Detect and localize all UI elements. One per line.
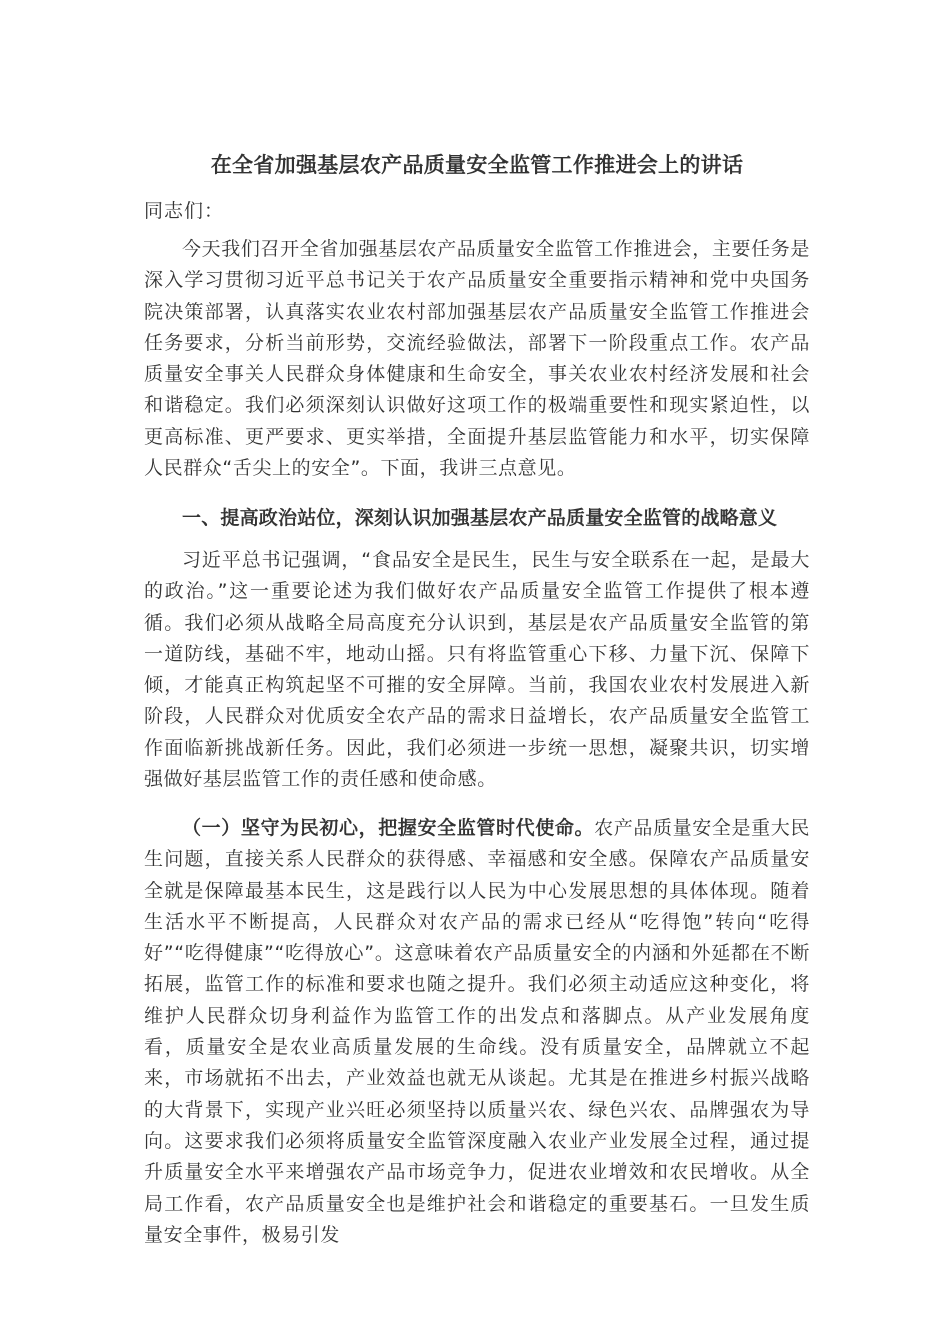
section-1-heading: 一、提高政治站位，深刻认识加强基层农产品质量安全监管的战略意义 — [182, 507, 778, 529]
greeting: 同志们： — [144, 200, 225, 222]
subsection-1-lead: （一）坚守为民初心，把握安全监管时代使命。 — [182, 817, 595, 839]
intro-paragraph: 今天我们召开全省加强基层农产品质量安全监管工作推进会，主要任务是深入学习贯彻习近平总书记关于农产品质量安全重要指示精神和党中央国务院决策部署，认真落实农业农村部加强基层农产品质量安全监管工作推进会任务要求，分析当前形势，交流经验做法，部署下一阶段重点工作。农产品质量安全事关人民群众身体健康和生命安全，事关农业农村经济发展和社会和谐稳定。我们必须深刻认识做好这项工作的极端重要性和现实紧迫性，以更高标准、更严要求、更实举措，全面提升基层监管能力和水平，切实保障人民群众“舌尖上的安全”。下面，我讲三点意见。 — [144, 238, 810, 480]
subsection-1-paragraph — [144, 813, 810, 1251]
section-1-paragraph: 习近平总书记强调，“食品安全是民生，民生与安全联系在一起，是最大的政治。”这一重要论述为我们做好农产品质量安全监管工作提供了根本遵循。我们必须从战略全局高度充分认识到，基层是农产品质量安全监管的第一道防线，基础不牢，地动山摇。只有将监管重心下移、力量下沉、保障下倾，才能真正构筑起坚不可摧的安全屏障。当前，我国农业农村发展进入新阶段，人民群众对优质安全农产品的需求日益增长，农产品质量安全监管工作面临新挑战新任务。因此，我们必须进一步统一思想，凝聚共识，切实增强做好基层监管工作的责任感和使命感。 — [144, 549, 810, 791]
subsection-1-body: 农产品质量安全是重大民生问题，直接关系人民群众的获得感、幸福感和安全感。保障农产品质量安全就是保障最基本民生，这是践行以人民为中心发展思想的具体体现。随着生活水平不断提高，人民群众对农产品的需求已经从“吃得饱”转向“吃得好”“吃得健康”“吃得放心”。这意味着农产品质量安全的内涵和外延都在不断拓展，监管工作的标准和要求也随之提升。我们必须主动适应这种变化，将维护人民群众切身利益作为监管工作的出发点和落脚点。从产业发展角度看，质量安全是农业高质量发展的生命线。没有质量安全，品牌就立不起来，市场就拓不出去，产业效益也就无从谈起。尤其是在推进乡村振兴战略的大背景下，实现产业兴旺必须坚持以质量兴农、绿色兴农、品牌强农为导向。这要求我们必须将质量安全监管深度融入农业产业发展全过程，通过提升质量安全水平来增强农产品市场竞争力，促进农业增效和农民增收。从全局工作看，农产品质量安全也是维护社会和谐稳定的重要基石。一旦发生质量安全事件，极易引发 — [144, 817, 810, 1246]
document-title: 在全省加强基层农产品质量安全监管工作推进会上的讲话 — [210, 153, 744, 177]
